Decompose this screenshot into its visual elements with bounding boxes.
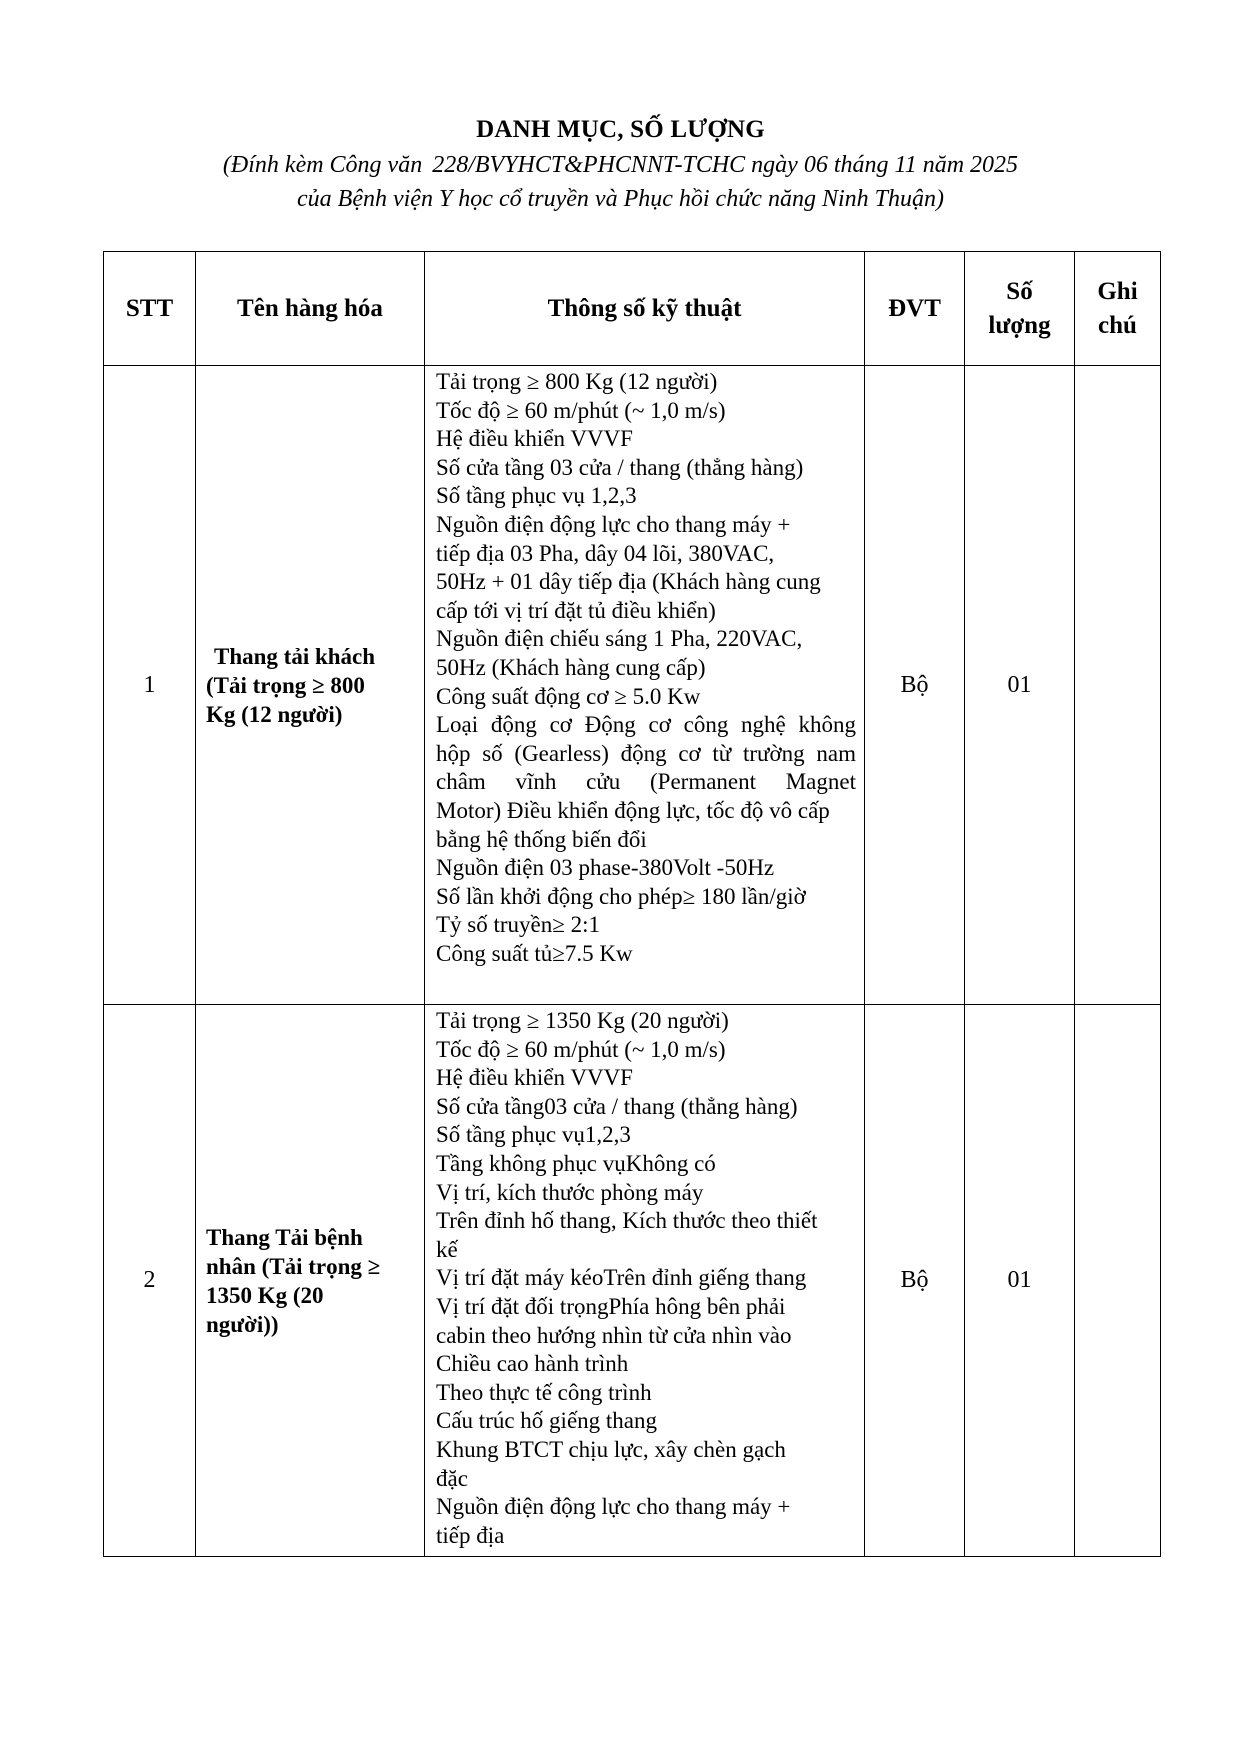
header-note-line-2: chú: [1098, 311, 1137, 339]
spec-line: tiếp địa: [436, 1522, 505, 1548]
spec-line: Motor) Điều khiển động lực, tốc độ vô cấp: [436, 797, 830, 823]
cell-name: [196, 1005, 425, 1557]
name-line: 1350 Kg (20: [206, 1282, 324, 1308]
header-quantity: [965, 252, 1075, 366]
spec-line: châm vĩnh cửu (Permanent Magnet: [436, 769, 856, 795]
cell-name: [196, 366, 425, 1005]
header-note: [1075, 252, 1161, 366]
spec-line: Tải trọng ≥ 800 Kg (12 người): [436, 369, 718, 394]
cell-spec: [425, 1005, 865, 1557]
document-subtitle-line-1: [0, 152, 1241, 179]
spec-line: cấp tới vị trí đặt tủ điều khiển): [436, 597, 716, 623]
header-spec: Thông số kỹ thuật: [425, 252, 865, 366]
spec-line: Nguồn điện động lực cho thang máy +: [436, 1494, 791, 1520]
header-dvt: ĐVT: [865, 252, 965, 366]
spec-line: Nguồn điện chiếu sáng 1 Pha, 220VAC,: [436, 626, 803, 652]
spec-line: Số tầng phục vụ1,2,3: [436, 1122, 631, 1148]
header-quantity-line-1: Số: [1006, 277, 1033, 305]
header-name: Tên hàng hóa: [196, 252, 425, 366]
spec-line: Tốc độ ≥ 60 m/phút (~ 1,0 m/s): [436, 397, 726, 423]
cell-unit: Bộ: [865, 366, 965, 1005]
spec-line: 50Hz + 01 dây tiếp địa (Khách hàng cung: [436, 569, 821, 595]
goods-table: [103, 251, 1161, 1557]
spec-line: Theo thực tế công trình: [436, 1379, 652, 1405]
spec-line: tiếp địa 03 Pha, dây 04 lõi, 380VAC,: [436, 540, 775, 566]
spec-line: Vị trí đặt đối trọngPhía hông bên phải: [436, 1293, 786, 1319]
spec-line: Số tầng phục vụ 1,2,3: [436, 483, 637, 509]
spec-line: Chiều cao hành trình: [436, 1351, 629, 1377]
name-line: Thang Tải bệnh: [206, 1224, 363, 1250]
spec-line: kế: [436, 1236, 458, 1262]
cell-note: [1075, 366, 1161, 1005]
spec-line: Cấu trúc hố giếng thang: [436, 1408, 658, 1434]
spec-line: Tỷ số truyền≥ 2:1: [436, 912, 601, 938]
cell-quantity: 01: [965, 1005, 1075, 1557]
spec-line: đặc: [436, 1465, 468, 1491]
cell-stt: 1: [104, 366, 196, 1005]
spec-line: Vị trí, kích thước phòng máy: [436, 1179, 704, 1205]
document-title: DANH MỤC, SỐ LƯỢNG: [476, 116, 765, 143]
cell-stt: 2: [104, 1005, 196, 1557]
spec-line: 50Hz (Khách hàng cung cấp): [436, 654, 706, 680]
spec-line: Tầng không phục vụKhông có: [436, 1150, 716, 1176]
name-line: (Tải trọng ≥ 800: [206, 672, 365, 698]
spec-line: Hệ điều khiển VVVF: [436, 426, 633, 452]
header-quantity-line-2: lượng: [988, 311, 1051, 339]
header-note-line-1: Ghi: [1097, 277, 1138, 305]
spec-line: Số cửa tầng03 cửa / thang (thẳng hàng): [436, 1093, 798, 1119]
cell-note: [1075, 1005, 1161, 1557]
cell-unit: Bộ: [865, 1005, 965, 1557]
spec-line: hộp số (Gearless) động cơ từ trường nam: [436, 740, 856, 766]
name-line: người)): [206, 1311, 279, 1337]
spec-line: Hệ điều khiển VVVF: [436, 1065, 633, 1091]
spec-line: Công suất tủ≥7.5 Kw: [436, 940, 633, 966]
name-line: Thang tải khách: [214, 643, 376, 669]
cell-quantity: 01: [965, 366, 1075, 1005]
spec-line: Số cửa tầng 03 cửa / thang (thẳng hàng): [436, 454, 804, 480]
subtitle-reference-label: (Đính kèm Công văn: [222, 152, 423, 178]
table-header-row: [104, 252, 1161, 366]
spec-line: Nguồn điện 03 phase-380Volt -50Hz: [436, 855, 775, 881]
document-subtitle-line-2: của Bệnh viện Y học cổ truyền và Phục hồi chức năng Ninh Thuận): [297, 186, 944, 212]
spec-line: Nguồn điện động lực cho thang máy +: [436, 511, 791, 537]
table-row: [104, 366, 1161, 1005]
spec-line: Số lần khởi động cho phép≥ 180 lần/giờ: [436, 883, 806, 909]
spec-line: bằng hệ thống biến đổi: [436, 826, 647, 852]
cell-spec: [425, 366, 865, 1005]
spec-line: Loại động cơ Động cơ công nghệ không: [436, 712, 856, 738]
spec-line: Công suất động cơ ≥ 5.0 Kw: [436, 683, 701, 709]
spec-line: Vị trí đặt máy kéoTrên đỉnh giếng thang: [436, 1265, 807, 1291]
table-row: [104, 1005, 1161, 1557]
spec-line: Tốc độ ≥ 60 m/phút (~ 1,0 m/s): [436, 1036, 726, 1062]
spec-line: cabin theo hướng nhìn từ cửa nhìn vào: [436, 1322, 792, 1348]
spec-line: Tải trọng ≥ 1350 Kg (20 người): [436, 1008, 729, 1033]
spec-line: Trên đỉnh hố thang, Kích thước theo thiết: [436, 1208, 818, 1234]
header-stt: STT: [104, 252, 196, 366]
spec-line: Khung BTCT chịu lực, xây chèn gạch: [436, 1436, 786, 1462]
subtitle-reference-number: 228/BVYHCT&PHCNNT-TCHC ngày 06 tháng 11 năm 2025: [432, 152, 1019, 178]
name-line: Kg (12 người): [206, 701, 343, 727]
name-line: nhân (Tải trọng ≥: [206, 1253, 381, 1279]
